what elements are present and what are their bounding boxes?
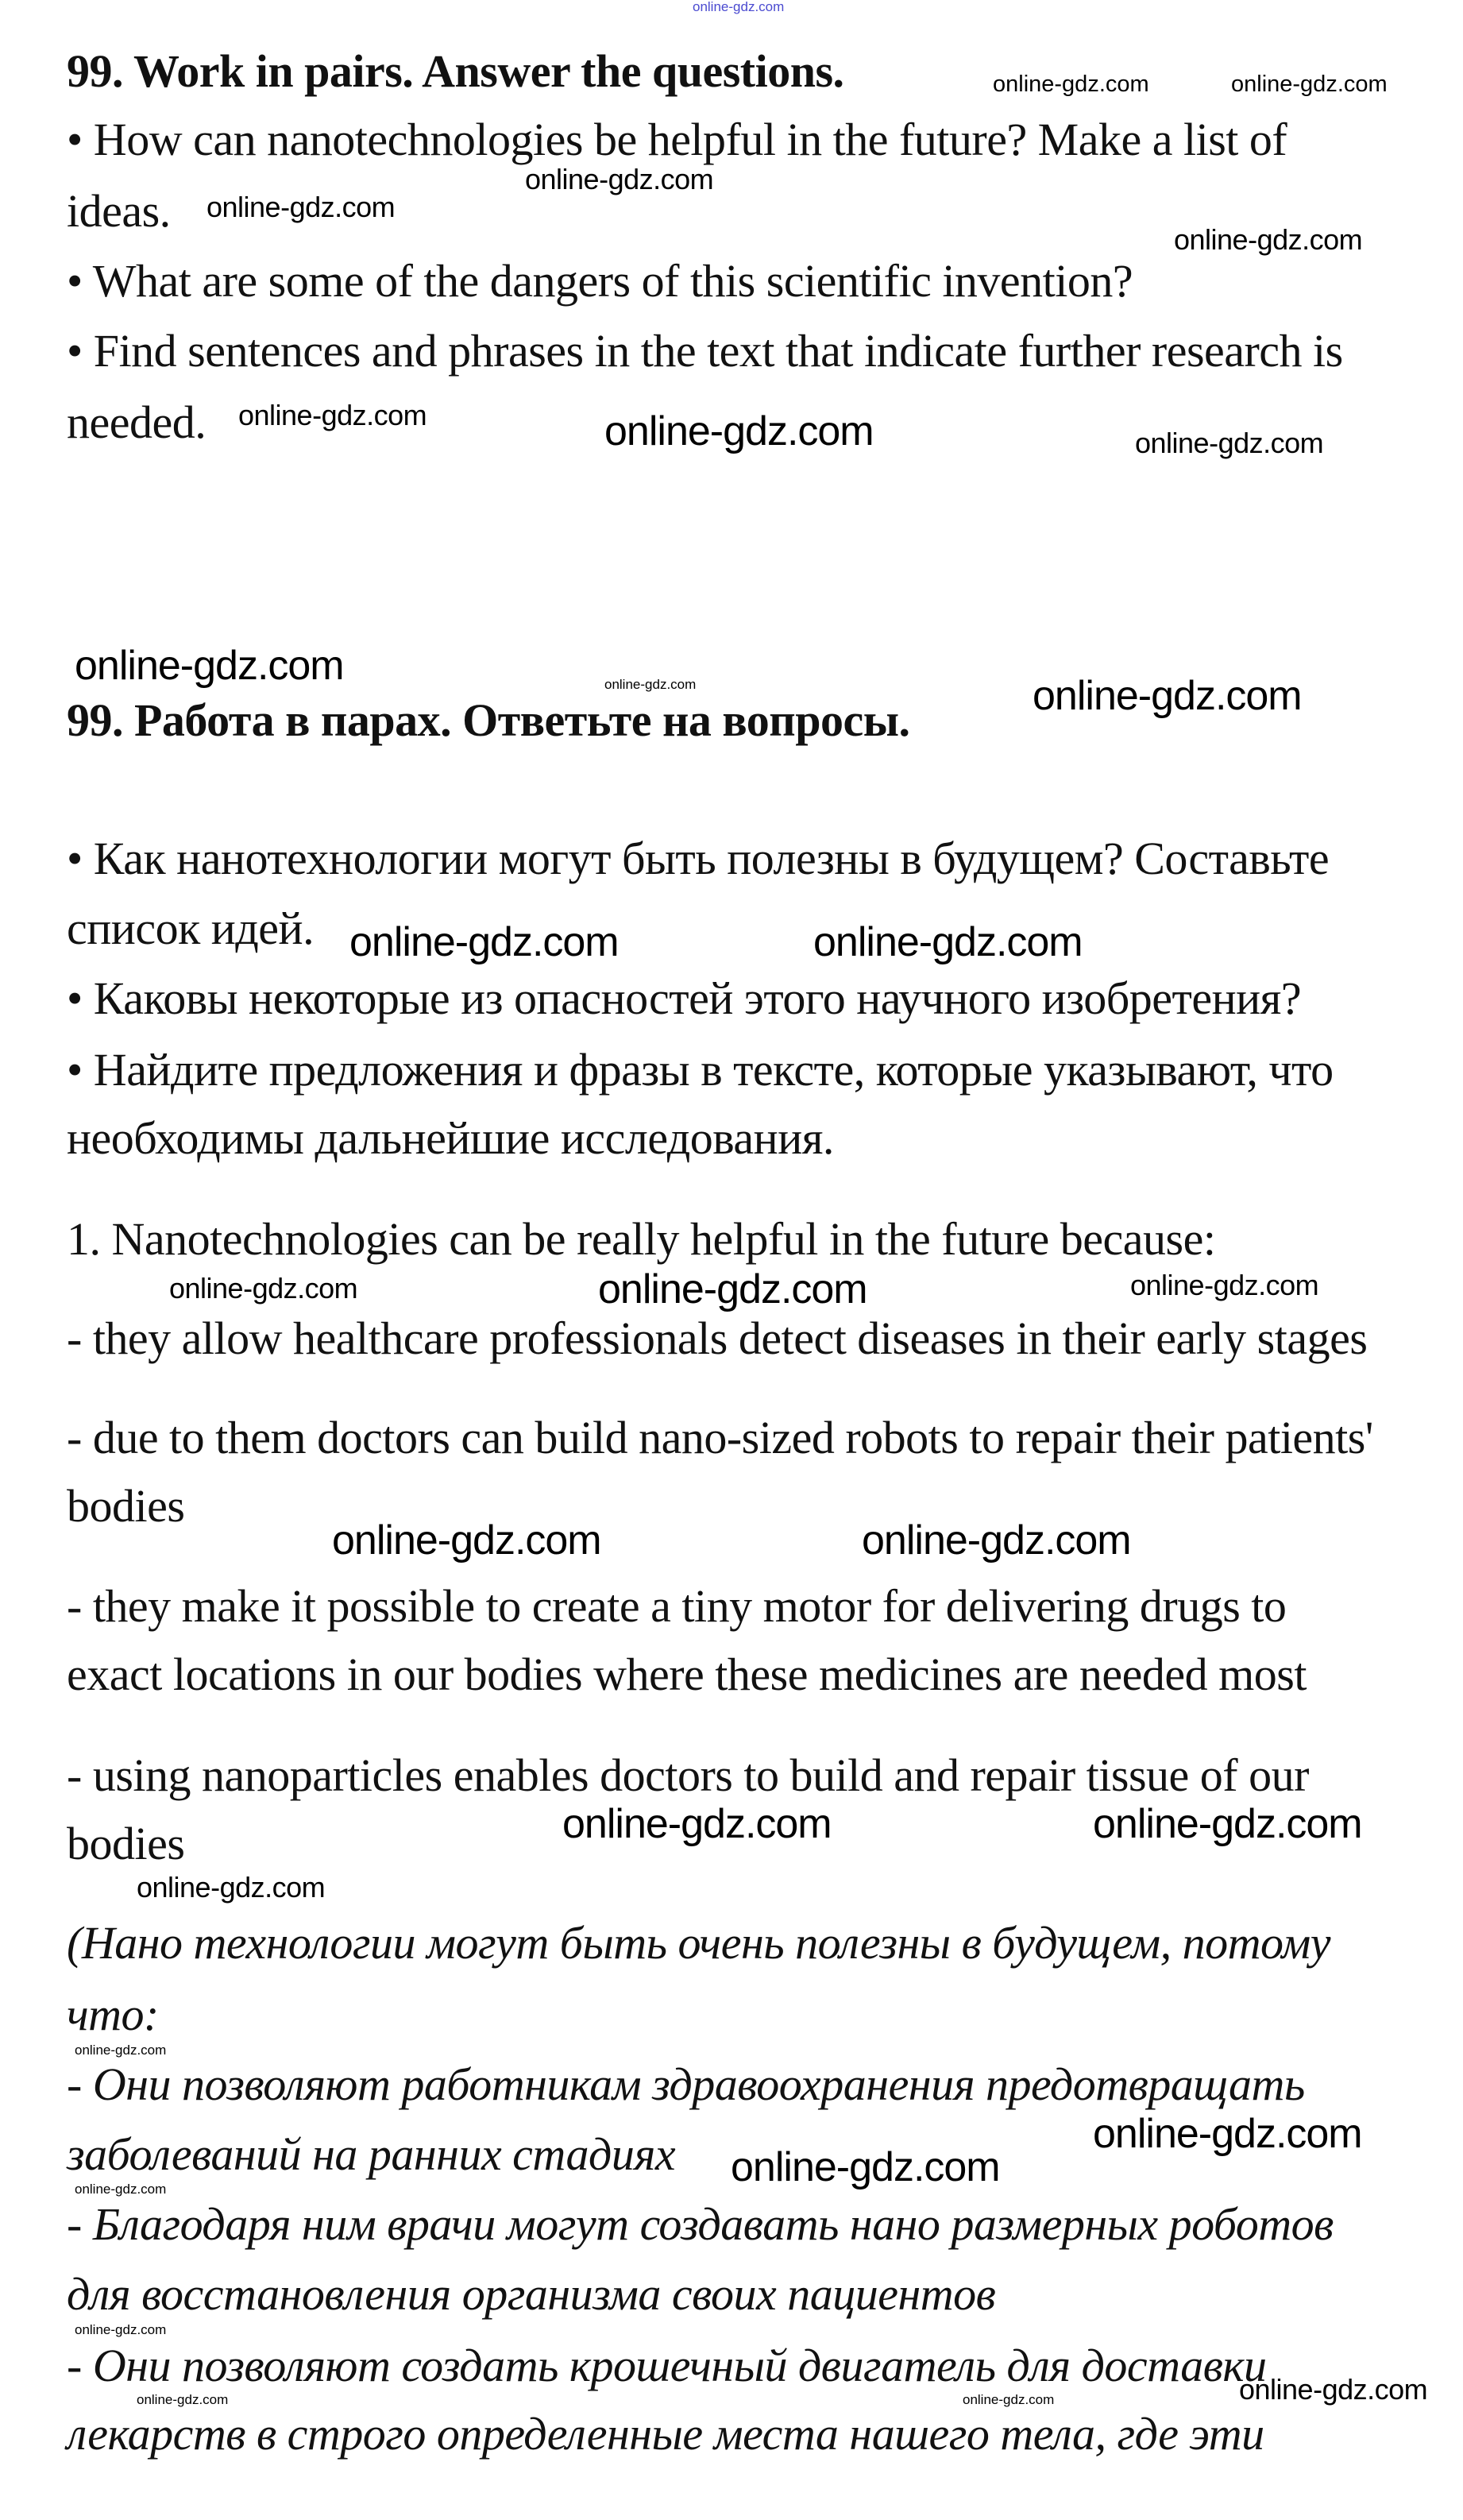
translation-line: - Благодаря ним врачи могут создавать нано размерных роботов: [67, 2198, 1334, 2250]
watermark: online-gdz.com: [963, 2392, 1055, 2407]
watermark: online-gdz.com: [862, 1517, 1131, 1563]
answer-line: 1. Nanotechnologies can be really helpful in the future because:: [67, 1213, 1216, 1265]
translation-line: что:: [67, 1989, 159, 2040]
watermark: online-gdz.com: [1135, 427, 1324, 459]
task-line: • Find sentences and phrases in the text that indicate further research is: [67, 325, 1343, 377]
watermark: online-gdz.com: [332, 1517, 601, 1563]
watermark: online-gdz.com: [75, 2322, 167, 2337]
task-line: needed.: [67, 396, 207, 448]
watermark: online-gdz.com: [731, 2144, 1000, 2190]
watermark: online-gdz.com: [75, 2043, 167, 2058]
watermark: online-gdz.com: [238, 399, 427, 431]
watermark: online-gdz.com: [1093, 2111, 1362, 2157]
watermark: online-gdz.com: [207, 191, 396, 223]
russian-task-title: 99. Работа в парах. Ответьте на вопросы.: [67, 694, 910, 746]
answer-line: - using nanoparticles enables doctors to build and repair tissue of our: [67, 1749, 1309, 1801]
watermark: online-gdz.com: [75, 2182, 167, 2197]
watermark: online-gdz.com: [813, 919, 1083, 965]
watermark: online-gdz.com: [1093, 1801, 1362, 1847]
watermark: online-gdz.com: [993, 72, 1149, 97]
translation-line: для восстановления организма своих пациентов: [67, 2268, 996, 2320]
answer-line: - they allow healthcare professionals detect diseases in their early stages: [67, 1312, 1368, 1364]
watermark: online-gdz.com: [137, 1871, 326, 1904]
watermark: online-gdz.com: [75, 643, 344, 689]
watermark: online-gdz.com: [349, 919, 619, 965]
answer-line: - they make it possible to create a tiny motor for delivering drugs to: [67, 1580, 1287, 1632]
watermark: online-gdz.com: [562, 1801, 832, 1847]
task-line: • What are some of the dangers of this scientific invention?: [67, 255, 1133, 307]
translation-line: заболеваний на ранних стадиях: [67, 2128, 676, 2180]
watermark: online-gdz.com: [604, 408, 874, 454]
task-line: • How can nanotechnologies be helpful in the future? Make a list of: [67, 114, 1287, 165]
translation-line: - Они позволяют создать крошечный двигатель для доставки: [67, 2340, 1267, 2391]
watermark: online-gdz.com: [604, 677, 697, 692]
translation-line: лекарств в строго определенные места нашего тела, где эти: [67, 2408, 1264, 2460]
answer-line: - due to them doctors can build nano-sized robots to repair their patients': [67, 1412, 1373, 1463]
task-line: необходимы дальнейшие исследования.: [67, 1112, 834, 1164]
answer-line: bodies: [67, 1480, 185, 1532]
watermark: online-gdz.com: [1239, 2373, 1428, 2406]
answer-line: bodies: [67, 1818, 185, 1869]
english-task-title: 99. Work in pairs. Answer the questions.: [67, 45, 844, 97]
watermark: online-gdz.com: [1231, 72, 1388, 97]
watermark: online-gdz.com: [1174, 223, 1363, 256]
watermark: online-gdz.com: [1130, 1269, 1319, 1301]
task-line: • Как нанотехнологии могут быть полезны в будущем? Составьте: [67, 833, 1330, 884]
watermark: online-gdz.com: [693, 0, 785, 14]
watermark: online-gdz.com: [1033, 673, 1302, 719]
task-line: • Каковы некоторые из опасностей этого научного изобретения?: [67, 972, 1302, 1024]
watermark: online-gdz.com: [137, 2392, 229, 2407]
translation-line: - Они позволяют работникам здравоохранения предотвращать: [67, 2058, 1305, 2110]
task-line: ideas.: [67, 185, 171, 237]
task-line: • Найдите предложения и фразы в тексте, которые указывают, что: [67, 1044, 1334, 1096]
translation-line: (Нано технологии могут быть очень полезны в будущем, потому: [67, 1917, 1331, 1969]
answer-line: exact locations in our bodies where these medicines are needed most: [67, 1648, 1307, 1700]
watermark: online-gdz.com: [169, 1272, 358, 1304]
watermark: online-gdz.com: [525, 163, 714, 195]
task-line: список идей.: [67, 902, 315, 954]
watermark: online-gdz.com: [598, 1266, 867, 1312]
